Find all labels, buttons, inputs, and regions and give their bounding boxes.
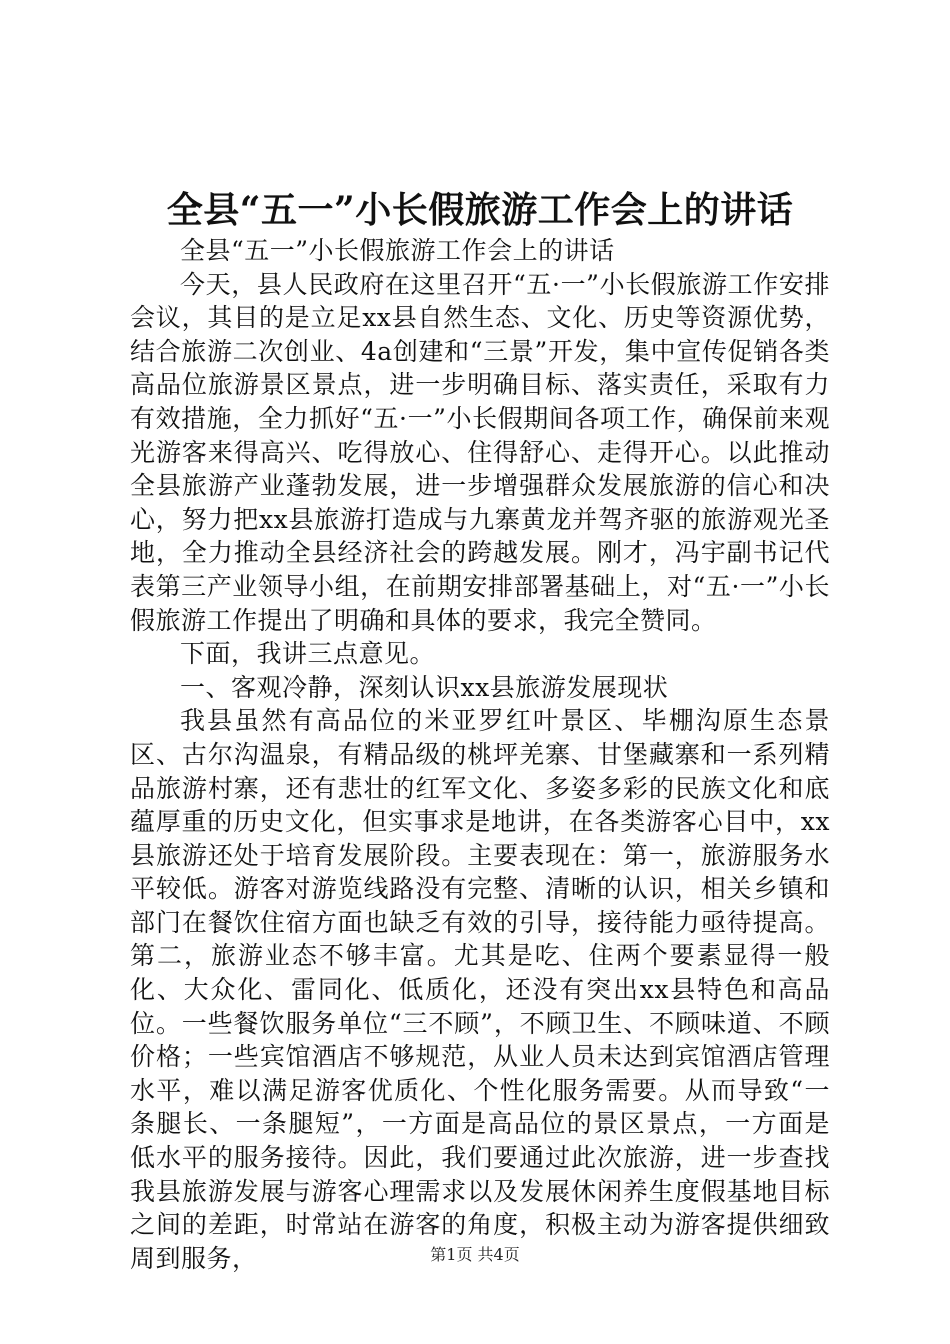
- paragraph-subtitle: 全县“五一”小长假旅游工作会上的讲话: [180, 236, 615, 265]
- document-title: 全县“五一”小长假旅游工作会上的讲话: [166, 189, 794, 231]
- page-number-footer: 第1页 共4页: [430, 1245, 520, 1264]
- paragraph-transition: 下面，我讲三点意见。: [180, 639, 436, 669]
- document-body: [130, 234, 830, 1275]
- paragraph-intro: 今天，县人民政府在这里召开“五·一”小长假旅游工作安排会议，其目的是立足xx县自然生态、文化、历史等资源优势，结合旅游二次创业、4a创建和“三景”开发，集中宣传促销各类高品位旅游景区景点，进一步明确目标、落实责任，采取有力有效措施，全力抓好“五·一”小长假期间各项工作，确保前来观光游客来得高兴、吃得放心、住得舒心、走得开心。以此推动全县旅游产业蓬勃发展，进一步增强群众发展旅游的信心和决心，努力把xx县旅游打造成与九寨黄龙并驾齐驱的旅游观光圣地，全力推动全县经济社会的跨越发展。刚才，冯宇副书记代表第三产业领导小组，在前期安排部署基础上，对“五·一”小长假旅游工作提出了明确和具体的要求，我完全赞同。: [130, 269, 830, 635]
- paragraph-section-1: 我县虽然有高品位的米亚罗红叶景区、毕棚沟原生态景区、古尔沟温泉，有精品级的桃坪羌寨、甘堡藏寨和一系列精品旅游村寨，还有悲壮的红军文化、多姿多彩的民族文化和底蕴厚重的历史文化，但实事求是地讲，在各类游客心目中，xx县旅游还处于培育发展阶段。主要表现在：第一，旅游服务水平较低。游客对游览线路没有完整、清晰的认识，相关乡镇和部门在餐饮住宿方面也缺乏有效的引导，接待能力亟待提高。第二，旅游业态不够丰富。尤其是吃、住两个要素显得一般化、大众化、雷同化、低质化，还没有突出xx县特色和高品位。一些餐饮服务单位“三不顾”，不顾卫生、不顾味道、不顾价格；一些宾馆酒店不够规范，从业人员未达到宾馆酒店管理水平，难以满足游客优质化、个性化服务需要。从而导致“一条腿长、一条腿短”，一方面是高品位的景区景点，一方面是低水平的服务接待。因此，我们要通过此次旅游，进一步查找我县旅游发展与游客心理需求以及发展休闲养生度假基地目标之间的差距，时常站在游客的角度，积极主动为游客提供细致周到服务，: [130, 706, 830, 1273]
- section-heading-1: 一、客观冷静，深刻认识xx县旅游发展现状: [180, 672, 669, 702]
